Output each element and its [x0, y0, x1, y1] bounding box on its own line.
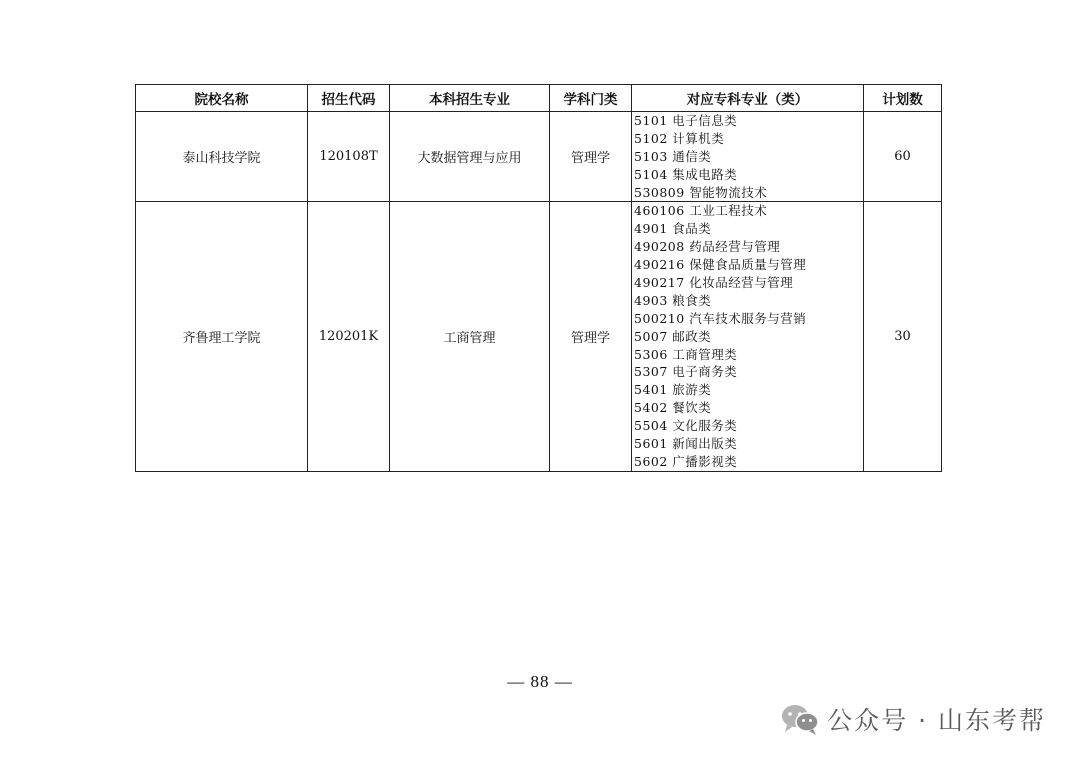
- admissions-table: [135, 84, 942, 472]
- table-row: [136, 202, 942, 471]
- related-major-item: 5104 集成电路类: [634, 166, 738, 182]
- related-major-item: 5101 电子信息类: [634, 113, 738, 128]
- related-major-item: 460106 工业工程技术: [634, 203, 768, 219]
- related-major-item: 490216 保健食品质量与管理: [634, 257, 807, 273]
- header-related: 对应专科专业（类）: [632, 85, 864, 112]
- related-major-item: 5402 餐饮类: [634, 400, 712, 416]
- related-major-item: 500210 汽车技术服务与营销: [634, 310, 807, 326]
- related-major-item: 530809 智能物流技术: [634, 184, 768, 200]
- school-name: 泰山科技学院: [136, 112, 308, 202]
- major-code: 120108T: [308, 112, 390, 202]
- related-major-item: 5103 通信类: [634, 148, 712, 164]
- discipline-category: 管理学: [550, 112, 632, 202]
- header-plan: 计划数: [864, 85, 942, 112]
- header-category: 学科门类: [550, 85, 632, 112]
- related-major-item: 5601 新闻出版类: [634, 436, 738, 452]
- watermark-text: 公众号 · 山东考帮: [827, 706, 1046, 735]
- plan-count: 30: [864, 202, 942, 471]
- watermark: [779, 701, 1046, 737]
- related-major-item: 5602 广播影视类: [634, 453, 738, 469]
- major-name: 工商管理: [390, 202, 550, 471]
- school-name: 齐鲁理工学院: [136, 202, 308, 471]
- related-major-item: 490217 化妆品经营与管理: [634, 275, 794, 291]
- related-major-item: 5306 工商管理类: [634, 346, 738, 362]
- table-row: [136, 112, 942, 202]
- header-major: 本科招生专业: [390, 85, 550, 112]
- related-majors-list: [632, 112, 864, 202]
- related-major-item: 5102 计算机类: [634, 130, 725, 146]
- related-majors-list: [632, 202, 864, 471]
- related-major-item: 5504 文化服务类: [634, 418, 738, 434]
- header-school: 院校名称: [136, 85, 308, 112]
- major-name: 大数据管理与应用: [390, 112, 550, 202]
- related-major-item: 4903 粮食类: [634, 292, 712, 308]
- discipline-category: 管理学: [550, 202, 632, 471]
- related-major-item: 490208 药品经营与管理: [634, 239, 781, 255]
- related-major-item: 4901 食品类: [634, 221, 712, 237]
- major-code: 120201K: [308, 202, 390, 471]
- table-header-row: [136, 85, 942, 112]
- related-major-item: 5007 邮政类: [634, 328, 712, 344]
- wechat-icon: [779, 701, 821, 737]
- header-code: 招生代码: [308, 85, 390, 112]
- page-number: — 88 —: [507, 672, 573, 691]
- plan-count: 60: [864, 112, 942, 202]
- related-major-item: 5401 旅游类: [634, 382, 712, 398]
- related-major-item: 5307 电子商务类: [634, 364, 738, 380]
